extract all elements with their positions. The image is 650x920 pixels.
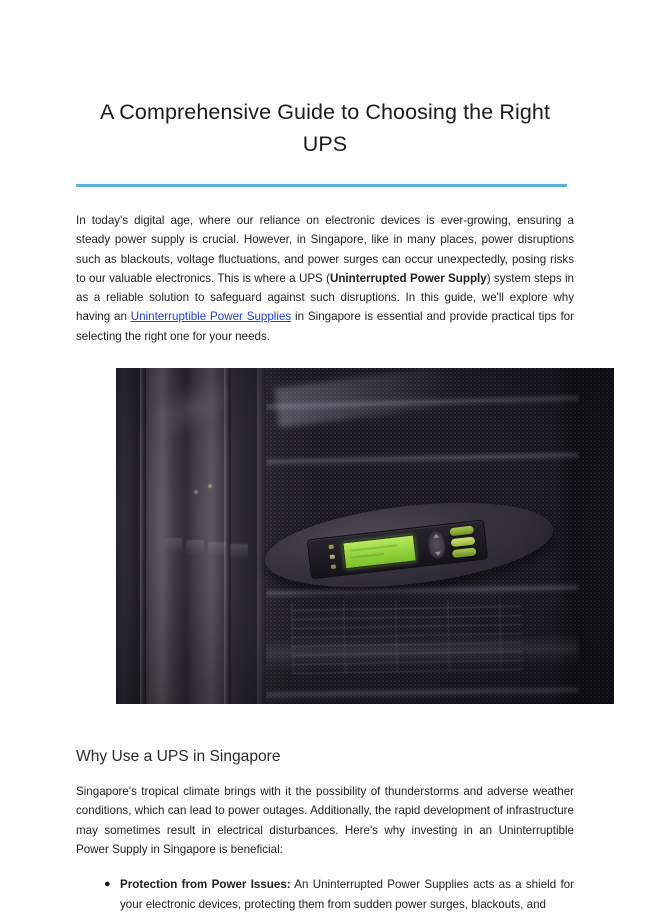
- ups-rack-photo: [116, 368, 614, 704]
- intro-bold-term: Uninterrupted Power Supply: [329, 271, 487, 285]
- page-title: A Comprehensive Guide to Choosing the Right UPS: [99, 100, 551, 156]
- intro-paragraph: [76, 187, 574, 346]
- bullet-marker: ●: [104, 878, 111, 891]
- intro-text-part-1: In today's digital age, where our reliance on electronic devices is ever-growing, ensuring a steady power supply is crucial. However, in Singapore, like in many places, power disruptions such as blackouts, voltage fluctuations, and power surges can occur unexpectedly, posing risks to our valuable electronics. This is where a UPS (: [76, 214, 574, 285]
- intro-text-part-2: ) system steps in as a reliable solution to safeguard against such disruptions. In this guide, we'll explore why having an: [76, 271, 575, 324]
- photo-vignette: [116, 368, 614, 704]
- list-item: [106, 875, 574, 914]
- list-item-lead: Protection from Power Issues:: [120, 878, 291, 892]
- intro-text-part-3: in Singapore is essential and provide practical tips for selecting the right one for your needs.: [76, 310, 574, 343]
- section-paragraph: Singapore's tropical climate brings with it the possibility of thunderstorms and adverse weather conditions, which can lead to power outages. Additionally, the rapid development of infrastructure may sometimes result in electrical disturbances. Here's why investing in an Uninterruptible Power Supply in Singapore is beneficial:: [76, 785, 574, 856]
- uninterruptible-power-supplies-link[interactable]: Uninterruptible Power Supplies: [130, 310, 292, 324]
- benefits-list: [76, 859, 574, 914]
- page-content: [76, 0, 574, 914]
- list-item-text: An Uninterrupted Power Supplies acts as a shield for your electronic devices, protecting them from sudden power surges, blackouts, and: [120, 878, 574, 911]
- section-heading-why-use-a-ups: Why Use a UPS in Singapore: [76, 748, 281, 766]
